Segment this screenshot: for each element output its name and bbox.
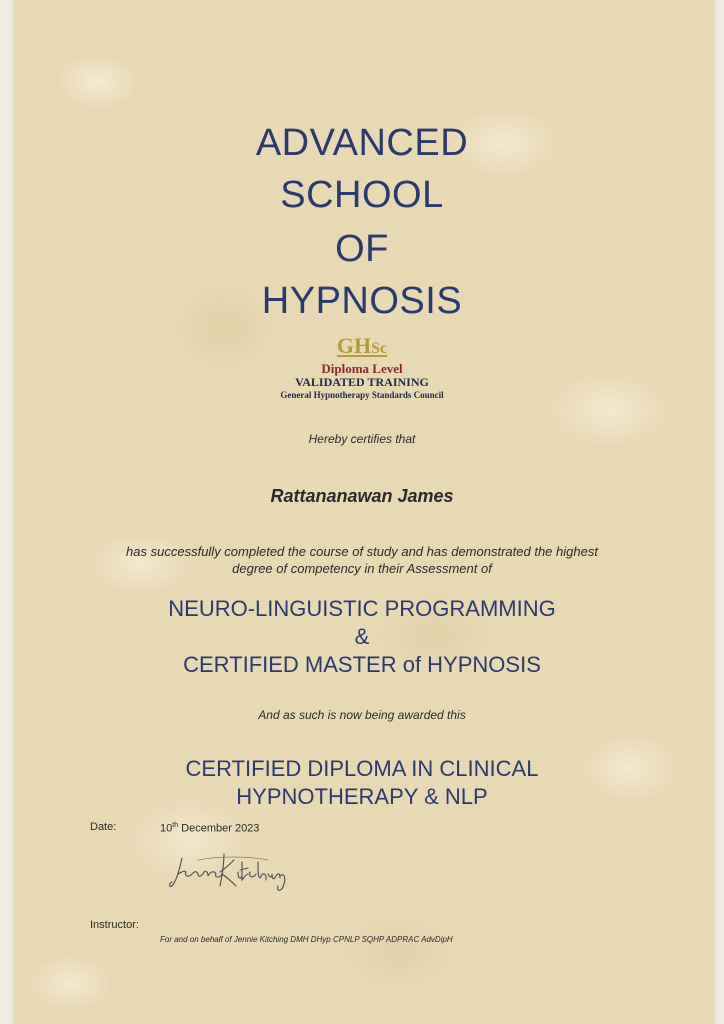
course-line-nlp: NEURO-LINGUISTIC PROGRAMMING: [168, 596, 556, 621]
completion-line-2: degree of competency in their Assessment of: [232, 561, 492, 576]
certifies-text: Hereby certifies that: [308, 432, 416, 446]
date-value: 10th December 2023: [160, 822, 260, 835]
completion-line-1: has successfully completed the course of study and has demonstrated the highest: [126, 544, 598, 559]
logo-diploma-level: Diploma Level: [321, 361, 403, 376]
recipient-name: Rattananawan James: [270, 486, 454, 506]
award-line-1: CERTIFIED DIPLOMA IN CLINICAL: [185, 756, 539, 781]
ghsc-logo-mark: GHSc: [336, 333, 388, 358]
instructor-credentials: For and on behalf of Jennie Kitching DMH DHyp CPNLP SQHP ADPRAC AdvDipH: [160, 935, 453, 944]
award-line-2: HYPNOTHERAPY & NLP: [236, 784, 488, 809]
signature: [168, 848, 288, 896]
date-label: Date:: [90, 821, 117, 833]
title-line-of: OF: [335, 228, 389, 270]
title-line-advanced: ADVANCED: [255, 122, 469, 164]
title-line-school: SCHOOL: [280, 174, 444, 216]
logo-validated-training: VALIDATED TRAINING: [295, 375, 429, 389]
course-line-ampersand: &: [354, 624, 370, 649]
awarded-text: And as such is now being awarded this: [258, 708, 466, 722]
course-line-hypnosis: CERTIFIED MASTER of HYPNOSIS: [183, 652, 541, 677]
logo-council-name: General Hypnotherapy Standards Council: [280, 390, 444, 400]
ghsc-logo: [0, 335, 724, 358]
title-line-hypnosis: HYPNOSIS: [261, 280, 463, 322]
instructor-label: Instructor:: [90, 919, 139, 931]
